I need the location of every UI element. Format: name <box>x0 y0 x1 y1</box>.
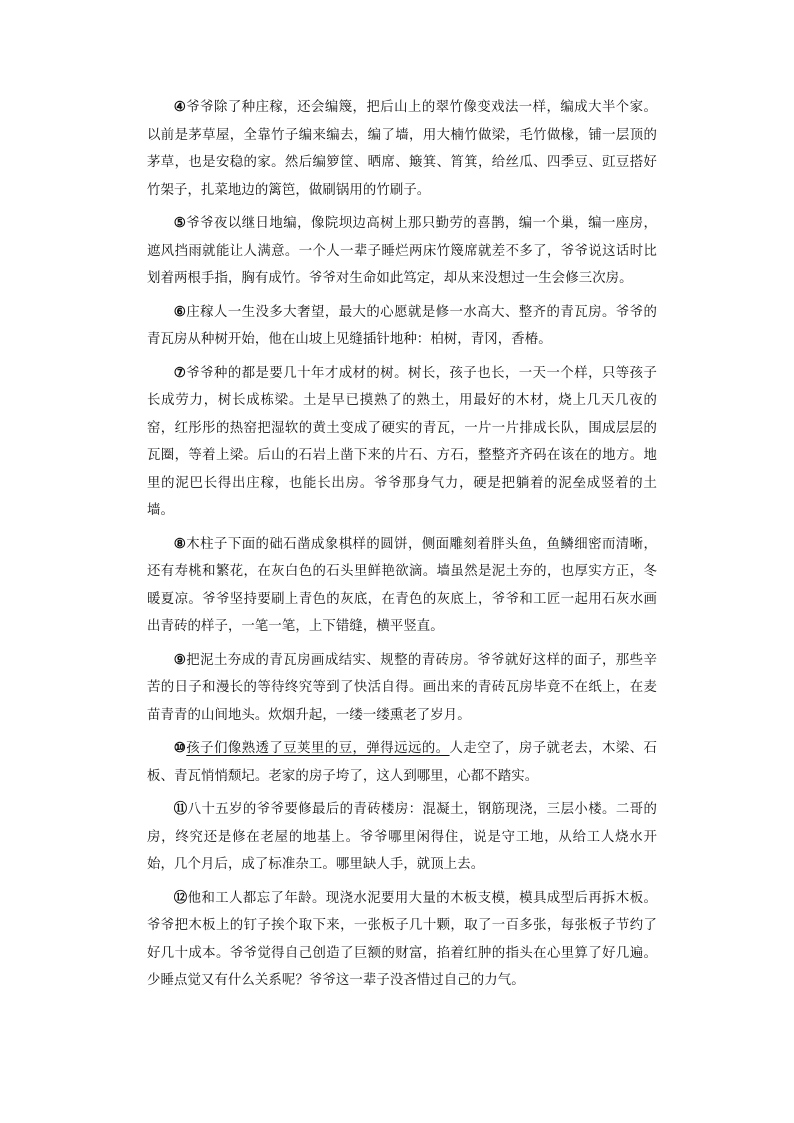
paragraph-7 <box>147 360 657 525</box>
paragraph-text: 木柱子下面的础石凿成象棋样的圆饼，侧面雕刻着胖头鱼，鱼鳞细密而清晰，还有寿桃和繁花，在灰白色的石头里鲜艳欲滴。墙虽然是泥土夯的，也厚实方正，冬暖夏凉。爷爷坚持要刷上青色的灰底，在青色的灰底上，爷爷和工匠一起用石灰水画出青砖的样子，一笔一笔，上下错缝，横平竖直。 <box>147 536 658 634</box>
paragraph-number: ⑨ <box>173 651 187 668</box>
paragraph-4 <box>147 94 657 204</box>
paragraph-number: ⑩ <box>173 740 187 756</box>
paragraph-5 <box>147 210 657 293</box>
paragraph-number: ④ <box>173 99 187 115</box>
paragraph-text: 爷爷除了种庄稼，还会编篾，把后山上的翠竹像变戏法一样，编成大半个家。以前是茅草屋，全靠竹子编来编去，编了墙，用大楠竹做梁，毛竹做椽，铺一层顶的茅草，也是安稳的家。然后编箩筐、晒席、簸箕、筲箕，给丝瓜、四季豆、豇豆搭好竹架子，扎菜地边的篱笆，做刷锅用的竹刷子。 <box>147 100 658 198</box>
paragraph-text: 爷爷种的都是要几十年才成材的树。树长，孩子也长，一天一个样，只等孩子长成劳力，树长成栋梁。土是早已摸熟了的熟土，用最好的木材，烧上几天几夜的窑，红彤彤的热窑把湿软的黄土变成了硬实的青瓦，一片一片排成长队，围成层层的瓦圈，等着上梁。后山的石岩上凿下来的片石、方石，整整齐齐码在该在的地方。地里的泥巴长得出庄稼，也能长出房。爷爷那身气力，硬是把躺着的泥垒成竖着的土墙。 <box>147 365 658 518</box>
paragraph-9 <box>147 647 657 730</box>
paragraph-6 <box>147 299 657 354</box>
paragraph-8 <box>147 531 657 641</box>
paragraph-text: 人走空了，房子就老去，木梁、石板、青瓦悄悄颓圮。老家的房子垮了，这人到哪里，心都不踏实。 <box>147 741 658 784</box>
paragraph-12 <box>147 885 657 995</box>
paragraph-text: 他和工人都忘了年龄。现浇水泥要用大量的木板支模，模具成型后再拆木板。爷爷把木板上的钉子挨个取下来，一张板子几十颗，取了一百多张，每张板子节约了好几十成本。爷爷觉得自己创造了巨额的财富，掐着红肿的指头在心里算了好几遍。少睡点觉又有什么关系呢？爷爷这一辈子没吝惜过自己的力气。 <box>147 890 657 988</box>
paragraph-text: 庄稼人一生没多大奢望，最大的心愿就是修一水高大、整齐的青瓦房。爷爷的青瓦房从种树开始，他在山坡上见缝插针地种：柏树，青冈，香椿。 <box>147 304 658 347</box>
document-body <box>147 94 657 1001</box>
paragraph-number: ⑫ <box>173 889 188 906</box>
paragraph-number: ⑪ <box>173 801 188 817</box>
paragraph-text: 爷爷夜以继日地编，像院坝边高树上那只勤劳的喜鹊，编一个巢，编一座房，遮风挡雨就能让人满意。一个人一辈子睡烂两床竹篾席就差不多了，爷爷说这话时比划着两根手指，胸有成竹。爷爷对生命如此笃定，却从来没想过一生会修三次房。 <box>147 216 658 286</box>
underlined-sentence: 孩子们像熟透了豆荚里的豆，弹得远远的。 <box>186 741 450 756</box>
paragraph-11 <box>147 796 657 879</box>
paragraph-10 <box>147 735 657 790</box>
paragraph-number: ⑤ <box>173 215 187 231</box>
paragraph-number: ⑥ <box>173 303 187 320</box>
paragraph-text: 八十五岁的爷爷要修最后的青砖楼房：混凝土，钢筋现浇，三层小楼。二哥的房，终究还是修在老屋的地基上。爷爷哪里闲得住，说是守工地，从给工人烧水开始，几个月后，成了标准杂工。哪里缺人手，就顶上去。 <box>147 802 657 872</box>
paragraph-number: ⑦ <box>173 364 187 381</box>
paragraph-number: ⑧ <box>173 535 187 552</box>
paragraph-text: 把泥土夯成的青瓦房画成结实、规整的青砖房。爷爷就好这样的面子，那些辛苦的日子和漫长的等待终究等到了快活自得。画出来的青砖瓦房毕竟不在纸上，在麦苗青青的山间地头。炊烟升起，一缕一缕熏老了岁月。 <box>147 652 658 723</box>
